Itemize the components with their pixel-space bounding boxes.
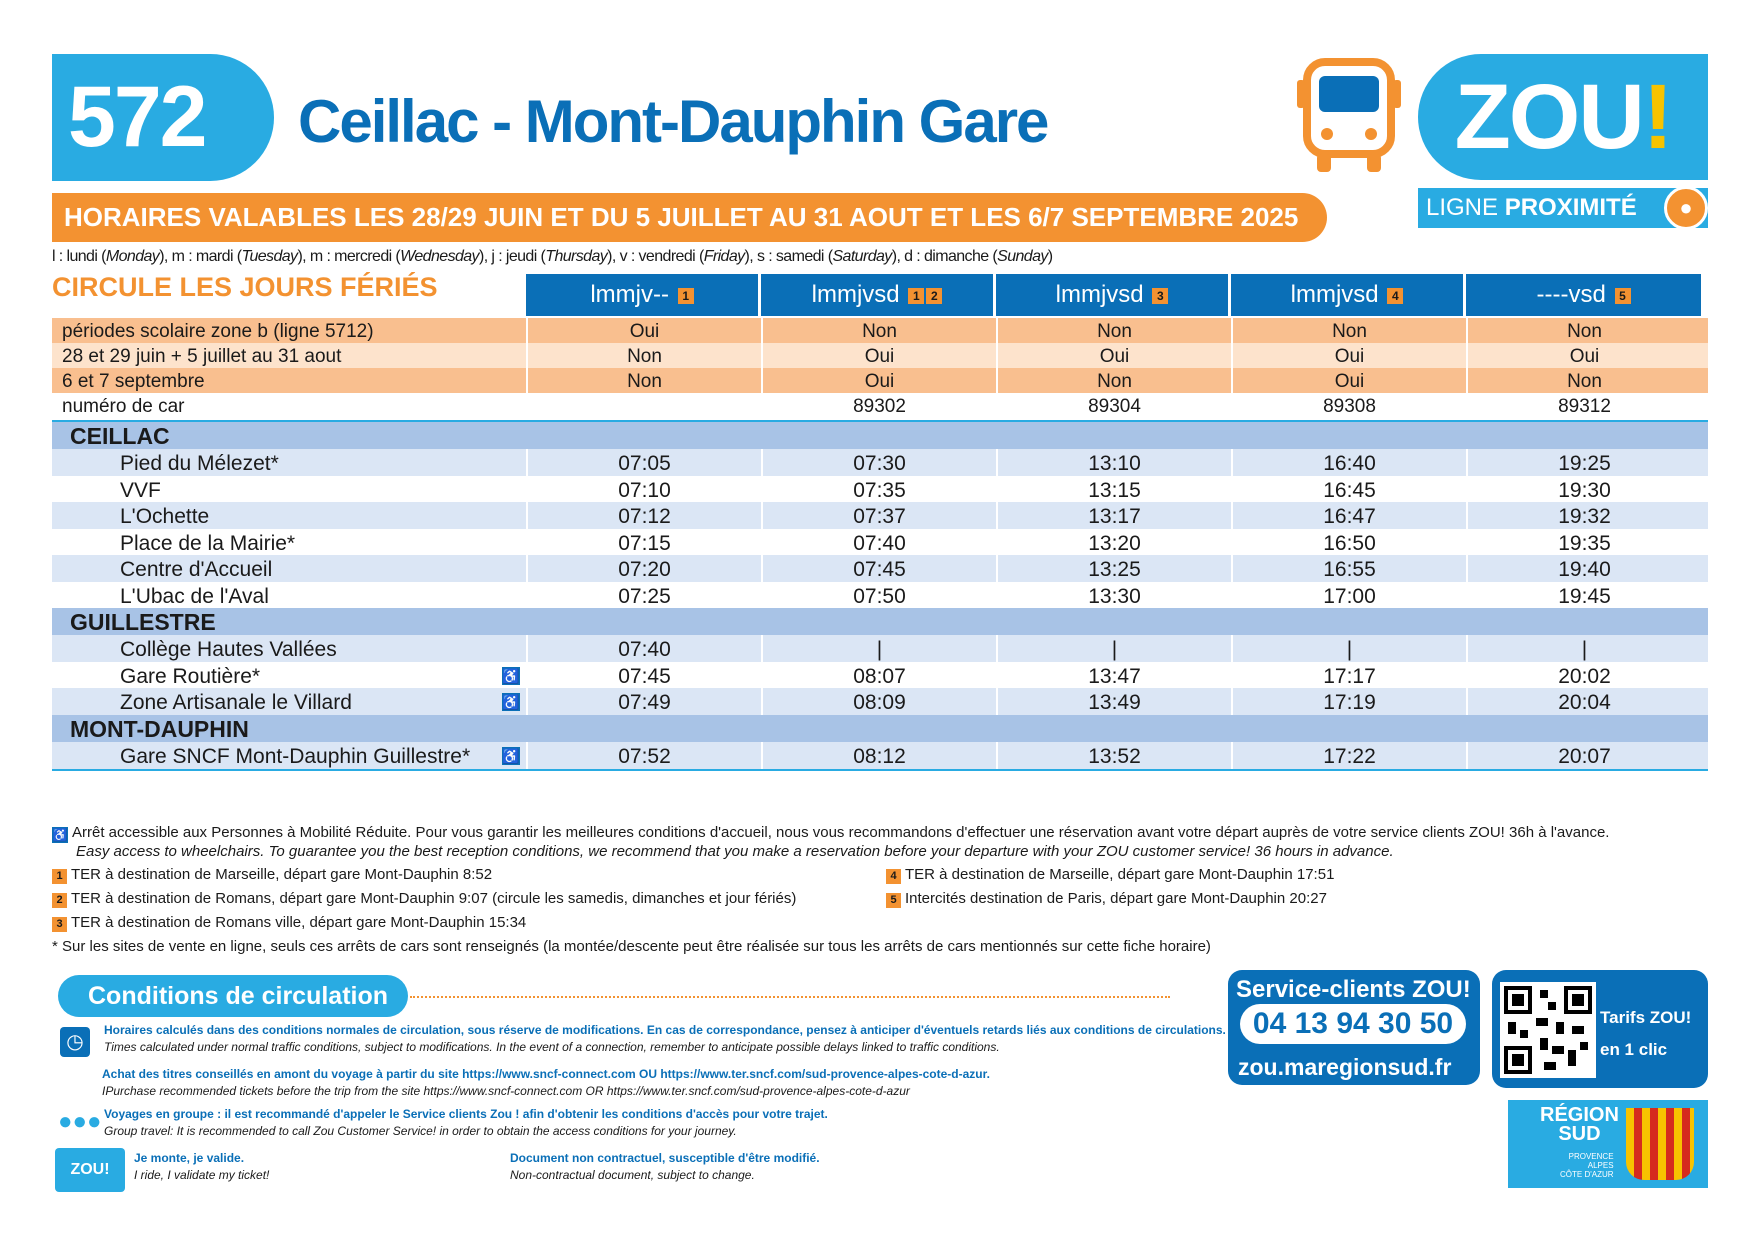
info-cell: Oui <box>1231 368 1466 395</box>
time-cell: 07:12 <box>526 502 761 531</box>
stop-name: L'Ochette <box>120 505 210 528</box>
tarifs-label[interactable]: Tarifs ZOU! en 1 clic <box>1600 1008 1692 1059</box>
page-title: Ceillac - Mont-Dauphin Gare <box>298 88 1048 155</box>
condition-2-en: IPurchase recommended tickets before the trip from the site https://www.sncf-connect.com OR https://www.ter.sncf.com/sud-provence-alpes-cote-d-azur <box>102 1084 910 1098</box>
info-cell: Oui <box>1231 343 1466 370</box>
footnote-2: 2 TER à destination de Romans, départ gare Mont-Dauphin 9:07 (circule les samedis, dimanches et jour fériés) <box>52 890 796 908</box>
info-cell: Oui <box>1466 343 1701 370</box>
time-cell: 13:52 <box>996 742 1231 771</box>
region-subtitle: PROVENCE ALPES CÔTE D'AZUR <box>1560 1152 1614 1179</box>
info-cell: 89302 <box>761 393 996 420</box>
time-cell: 07:50 <box>761 582 996 611</box>
stop-name: Gare Routière* ♿ <box>120 664 520 688</box>
info-cell: Non <box>1231 318 1466 345</box>
group-icon: ●●● <box>58 1108 102 1135</box>
time-cell: 07:15 <box>526 529 761 558</box>
condition-1-en: Times calculated under normal traffic conditions, subject to modifications. In the event of a connection, remember to anticipate possible delays linked to traffic conditions. <box>104 1040 1000 1054</box>
info-row <box>52 318 1708 345</box>
time-cell: 13:25 <box>996 555 1231 584</box>
timetable-header <box>526 274 1701 316</box>
wheelchair-icon: ♿ <box>502 747 520 764</box>
info-cell <box>526 393 761 420</box>
line-number-badge: 572 <box>52 54 274 181</box>
time-cell: 08:12 <box>761 742 996 771</box>
info-cell: Non <box>996 368 1231 395</box>
time-cell: 13:47 <box>996 662 1231 691</box>
time-cell: 19:35 <box>1466 529 1701 558</box>
stop-name: L'Ubac de l'Aval <box>120 584 269 608</box>
validity-banner: HORAIRES VALABLES LES 28/29 JUIN ET DU 5 JUILLET AU 31 AOUT ET LES 6/7 SEPTEMBRE 2025 <box>52 193 1327 242</box>
location-pin-icon: ● <box>1664 186 1708 230</box>
time-cell: 13:15 <box>996 476 1231 505</box>
stop-row <box>52 555 1708 584</box>
time-cell: 17:19 <box>1231 688 1466 717</box>
zou-card-icon: ZOU! <box>55 1148 125 1192</box>
condition-1: Horaires calculés dans des conditions normales de circulation, sous réserve de modifications. En cas de correspondance, pensez à anticiper d'éventuels retards liés aux conditions de circulations. <box>104 1023 1226 1037</box>
section-header: GUILLESTRE <box>52 608 1708 637</box>
footnote-5: 5 Intercités destination de Paris, départ gare Mont-Dauphin 20:27 <box>886 890 1327 908</box>
time-cell: 19:25 <box>1466 449 1701 478</box>
info-cell: Non <box>1466 318 1701 345</box>
time-cell: | <box>761 635 996 664</box>
condition-4: Je monte, je valide. <box>134 1151 245 1165</box>
section-header: MONT-DAUPHIN <box>52 715 1708 744</box>
info-cell: Non <box>526 343 761 370</box>
info-row <box>52 343 1708 370</box>
condition-2: Achat des titres conseillés en amont du voyage à partir du site https://www.sncf-connect.com OU https://www.ter.sncf.com/sud-provence-alpes-cote-d-azur. <box>102 1067 990 1081</box>
time-cell: 20:07 <box>1466 742 1701 771</box>
time-cell: | <box>996 635 1231 664</box>
time-cell: 07:45 <box>526 662 761 691</box>
time-cell: 08:07 <box>761 662 996 691</box>
service-phone[interactable]: 04 13 94 30 50 <box>1240 1004 1466 1044</box>
service-url[interactable]: zou.maregionsud.fr <box>1238 1054 1452 1080</box>
service-clients-title: Service-clients ZOU! <box>1236 976 1471 1003</box>
stop-name: Pied du Mélezet* <box>120 452 279 475</box>
days-legend: l : lundi (Monday), m : mardi (Tuesday), m : mercredi (Wednesday), j : jeudi (Thursday), v : vendredi (Friday), s : samedi (Saturday), d : dimanche (Sunday) <box>52 248 1053 265</box>
condition-4-en: I ride, I validate my ticket! <box>134 1168 270 1182</box>
column-header: lmmjv-- 1 <box>526 274 761 316</box>
stop-row <box>52 688 1708 717</box>
time-cell: | <box>1231 635 1466 664</box>
time-cell: 17:00 <box>1231 582 1466 611</box>
stop-name: Place de la Mairie* <box>120 531 296 555</box>
conditions-title: Conditions de circulation <box>58 975 408 1017</box>
clock-icon: ◷ <box>60 1027 90 1057</box>
time-cell: 16:45 <box>1231 476 1466 505</box>
divider <box>410 996 1170 998</box>
stop-row <box>52 635 1708 664</box>
time-cell: 07:25 <box>526 582 761 611</box>
time-cell: 07:30 <box>761 449 996 478</box>
stop-name: Collège Hautes Vallées <box>120 638 337 661</box>
time-cell: 07:10 <box>526 476 761 505</box>
qr-code-icon[interactable] <box>1500 982 1596 1078</box>
time-cell: 08:09 <box>761 688 996 717</box>
footnote-star: * Sur les sites de vente en ligne, seuls ces arrêts de cars sont renseignés (la montée/descente peut être réalisée sur tous les arrêts de cars mentionnés sur cette fiche horaire) <box>52 938 1211 955</box>
stop-row <box>52 742 1708 771</box>
column-header: lmmjvsd 4 <box>1231 274 1466 316</box>
time-cell: 13:10 <box>996 449 1231 478</box>
zou-logo: ZOU! <box>1418 54 1708 180</box>
time-cell: 20:04 <box>1466 688 1701 717</box>
time-cell: 07:49 <box>526 688 761 717</box>
column-header: ----vsd 5 <box>1466 274 1701 316</box>
stop-row <box>52 529 1708 558</box>
condition-3: Voyages en groupe : il est recommandé d'appeler le Service clients Zou ! afin d'obtenir les conditions d'accès pour votre trajet. <box>104 1107 828 1121</box>
time-cell: 07:35 <box>761 476 996 505</box>
time-cell: 16:50 <box>1231 529 1466 558</box>
divider <box>52 769 1708 771</box>
time-cell: 17:22 <box>1231 742 1466 771</box>
time-cell: 16:40 <box>1231 449 1466 478</box>
info-cell: Non <box>1466 368 1701 395</box>
footnote-4: 4 TER à destination de Marseille, départ gare Mont-Dauphin 17:51 <box>886 866 1334 884</box>
column-header: lmmjvsd 3 <box>996 274 1231 316</box>
time-cell: 07:45 <box>761 555 996 584</box>
time-cell: 19:32 <box>1466 502 1701 531</box>
stop-row <box>52 449 1708 478</box>
time-cell: 20:02 <box>1466 662 1701 691</box>
condition-5: Document non contractuel, susceptible d'être modifié. <box>510 1151 820 1165</box>
bus-icon <box>1297 58 1401 176</box>
stop-row <box>52 582 1708 611</box>
time-cell: 07:20 <box>526 555 761 584</box>
time-cell: 19:45 <box>1466 582 1701 611</box>
wheelchair-icon: ♿ <box>502 667 520 684</box>
wheelchair-icon: ♿ <box>52 828 68 842</box>
jours-feries-label: CIRCULE LES JOURS FÉRIÉS <box>52 272 438 302</box>
info-row-label: périodes scolaire zone b (ligne 5712) <box>62 321 374 342</box>
stop-row <box>52 502 1708 531</box>
time-cell: 13:49 <box>996 688 1231 717</box>
condition-3-en: Group travel: It is recommended to call Zou Customer Service! in order to obtain the access conditions for your journey. <box>104 1124 737 1138</box>
time-cell: 07:05 <box>526 449 761 478</box>
time-cell: 07:52 <box>526 742 761 771</box>
time-cell: 07:40 <box>526 635 761 664</box>
footnote-1: 1 TER à destination de Marseille, départ gare Mont-Dauphin 8:52 <box>52 866 492 884</box>
wheelchair-icon: ♿ <box>502 694 520 710</box>
info-cell: Oui <box>526 318 761 345</box>
column-header: lmmjvsd 1 2 <box>761 274 996 316</box>
stop-row <box>52 662 1708 691</box>
stop-name: Centre d'Accueil <box>120 558 273 581</box>
stop-row <box>52 476 1708 505</box>
info-row-label: 6 et 7 septembre <box>62 371 205 392</box>
info-row-label: numéro de car <box>62 396 185 417</box>
info-cell: Non <box>526 368 761 395</box>
info-row <box>52 368 1708 395</box>
time-cell: 19:40 <box>1466 555 1701 584</box>
time-cell: 16:55 <box>1231 555 1466 584</box>
time-cell: 19:30 <box>1466 476 1701 505</box>
info-cell: Non <box>996 318 1231 345</box>
time-cell: 13:17 <box>996 502 1231 531</box>
info-cell: Non <box>761 318 996 345</box>
stop-name: VVF <box>120 478 161 502</box>
footnote-3: 3 TER à destination de Romans ville, départ gare Mont-Dauphin 15:34 <box>52 914 526 932</box>
info-row-label: 28 et 29 juin + 5 juillet au 31 aout <box>62 346 342 367</box>
region-name: RÉGION SUD <box>1540 1104 1619 1145</box>
info-cell: Oui <box>761 368 996 395</box>
stop-name: Gare SNCF Mont-Dauphin Guillestre* ♿ <box>120 744 520 768</box>
region-flag-icon <box>1626 1108 1694 1180</box>
time-cell: 07:37 <box>761 502 996 531</box>
pmr-note: ♿ Arrêt accessible aux Personnes à Mobilité Réduite. Pour vous garantir les meilleures conditions d'accueil, nous vous recommandons d'effectuer une réservation avant votre départ auprès de votre service clients ZOU! 36h à l'avance. Easy access to wheelchairs. To guarantee you the best reception conditions, we recommend that you make a reservation before your departure with your ZOU customer service! 36 hours in advance. <box>52 824 1610 860</box>
ligne-proximite-label: LIGNE PROXIMITÉ ● <box>1418 188 1708 228</box>
condition-5-en: Non-contractual document, subject to change. <box>510 1168 755 1182</box>
time-cell: 07:40 <box>761 529 996 558</box>
time-cell: 17:17 <box>1231 662 1466 691</box>
info-cell: 89312 <box>1466 393 1701 420</box>
section-header: CEILLAC <box>52 422 1708 451</box>
info-cell: Oui <box>761 343 996 370</box>
stop-name: Zone Artisanale le Villard ♿ <box>120 691 520 714</box>
info-cell: 89304 <box>996 393 1231 420</box>
info-row <box>52 393 1708 420</box>
time-cell: 16:47 <box>1231 502 1466 531</box>
time-cell: 13:20 <box>996 529 1231 558</box>
time-cell: 13:30 <box>996 582 1231 611</box>
time-cell: | <box>1466 635 1701 664</box>
info-cell: Oui <box>996 343 1231 370</box>
info-cell: 89308 <box>1231 393 1466 420</box>
